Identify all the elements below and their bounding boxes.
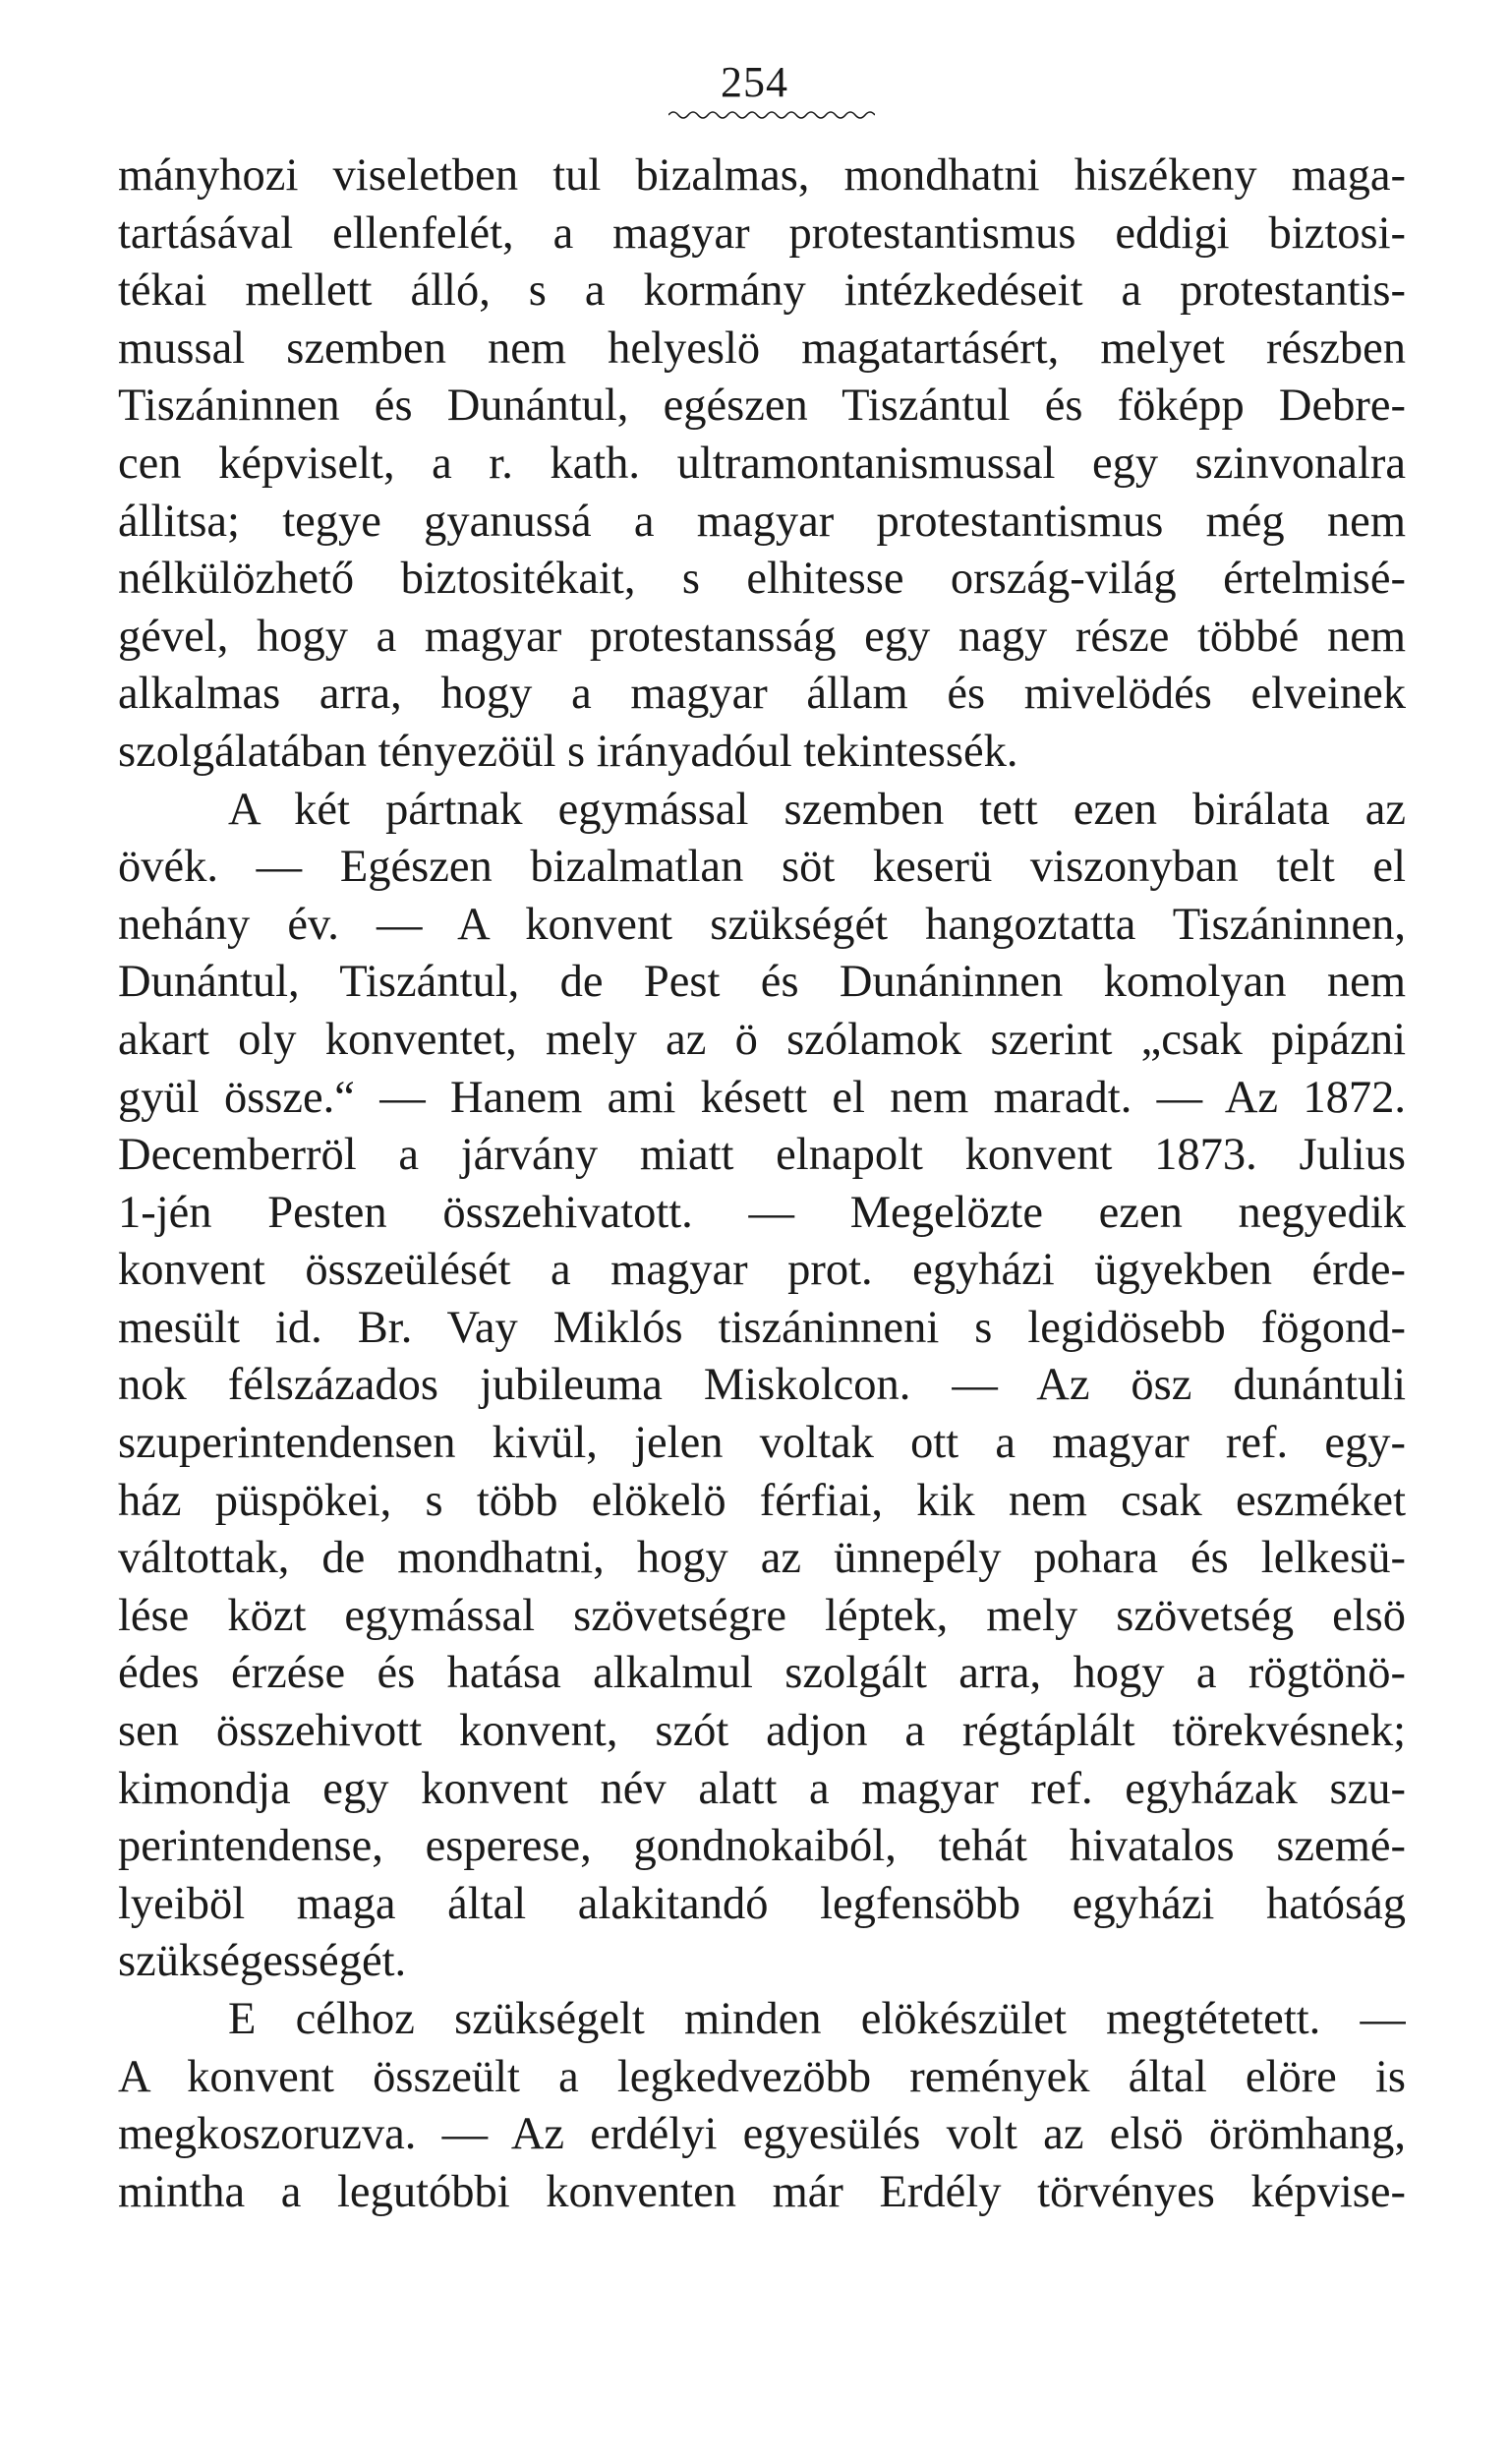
text-line: Tiszáninnen és Dunántul, egészen Tiszántul és föképp Debre- xyxy=(118,381,1406,432)
text-line: sen összehivott konvent, szót adjon a régtáplált törekvésnek; xyxy=(118,1706,1406,1757)
text-line: tékai mellett álló, s a kormány intézkedéseit a protestantis- xyxy=(118,265,1406,317)
paragraph-3 xyxy=(118,1991,1406,2221)
text-line: Dunántul, Tiszántul, de Pest és Dunáninnen komolyan nem xyxy=(118,957,1406,1008)
body-text xyxy=(118,147,1406,2221)
text-line: perintendense, esperese, gondnokaiból, tehát hivatalos szemé- xyxy=(118,1821,1406,1872)
text-line: szolgálatában tényezöül s irányadóul tekintessék. xyxy=(118,726,1018,777)
text-line: akart oly konventet, mely az ö szólamok szerint „csak pipázni xyxy=(118,1014,1406,1065)
text-line: szükségességét. xyxy=(118,1936,407,1987)
text-line: ház püspökei, s több elökelö férfiai, kik nem csak eszméket xyxy=(118,1475,1406,1526)
text-line: nehány év. — A konvent szükségét hangoztatta Tiszáninnen, xyxy=(118,899,1406,950)
text-line: alkalmas arra, hogy a magyar állam és mivelödés elveinek xyxy=(118,669,1406,720)
text-line: tartásával ellenfelét, a magyar protestantismus eddigi biztosi- xyxy=(118,207,1406,259)
text-line: állitsa; tegye gyanussá a magyar protestantismus még nem xyxy=(118,496,1406,547)
text-line: édes érzése és hatása alkalmul szolgált arra, hogy a rögtönö- xyxy=(118,1648,1406,1699)
page-number: 254 xyxy=(721,58,788,106)
text-line: kimondja egy konvent név alatt a magyar ref. egyházak szu- xyxy=(118,1763,1406,1814)
text-line: A konvent összeült a legkedvezöbb remények által elöre is xyxy=(118,2051,1406,2102)
text-line: mintha a legutóbbi konventen már Erdély törvényes képvise- xyxy=(118,2166,1406,2217)
paragraph-2 xyxy=(118,782,1406,1991)
text-line: megkoszoruzva. — Az erdélyi egyesülés volt az elsö örömhang, xyxy=(118,2109,1406,2160)
text-line: E célhoz szükségelt minden elökészület megtétetett. — xyxy=(228,1994,1406,2044)
text-line: mesült id. Br. Vay Miklós tiszáninneni s legidösebb fögond- xyxy=(118,1302,1406,1353)
text-line: konvent összeülését a magyar prot. egyházi ügyekben érde- xyxy=(118,1245,1406,1296)
text-line: mussal szemben nem helyeslö magatartásért, melyet részben xyxy=(118,323,1406,374)
text-line: nok félszázados jubileuma Miskolcon. — Az ösz dunántuli xyxy=(118,1360,1406,1411)
text-line: lyeiböl maga által alakitandó legfensöbb egyházi hatóság xyxy=(118,1878,1406,1929)
text-line: A két pártnak egymással szemben tett ezen birálata az xyxy=(228,784,1406,835)
text-line: övék. — Egészen bizalmatlan söt keserü viszonyban telt el xyxy=(118,842,1406,893)
text-line: gyül össze.“ — Hanem ami késett el nem maradt. — Az 1872. xyxy=(118,1072,1406,1123)
text-line: gével, hogy a magyar protestansság egy nagy része többé nem xyxy=(118,611,1406,662)
text-line: 1-jén Pesten összehivatott. — Megelözte ezen negyedik xyxy=(118,1187,1406,1238)
text-line: lése közt egymással szövetségre léptek, mely szövetség elsö xyxy=(118,1590,1406,1641)
wavy-rule-ornament xyxy=(668,108,875,122)
paragraph-1 xyxy=(118,147,1406,782)
text-line: szuperintendensen kivül, jelen voltak ott a magyar ref. egy- xyxy=(118,1418,1406,1469)
text-line: Decemberröl a járvány miatt elnapolt konvent 1873. Julius xyxy=(118,1130,1406,1181)
text-line: mányhozi viseletben tul bizalmas, mondhatni hiszékeny maga- xyxy=(118,150,1406,201)
text-line: cen képviselt, a r. kath. ultramontanismussal egy szinvonalra xyxy=(118,438,1406,489)
text-line: nélkülözhető biztositékait, s elhitesse ország-világ értelmisé- xyxy=(118,554,1406,605)
text-line: váltottak, de mondhatni, hogy az ünnepély pohara és lelkesü- xyxy=(118,1533,1406,1584)
